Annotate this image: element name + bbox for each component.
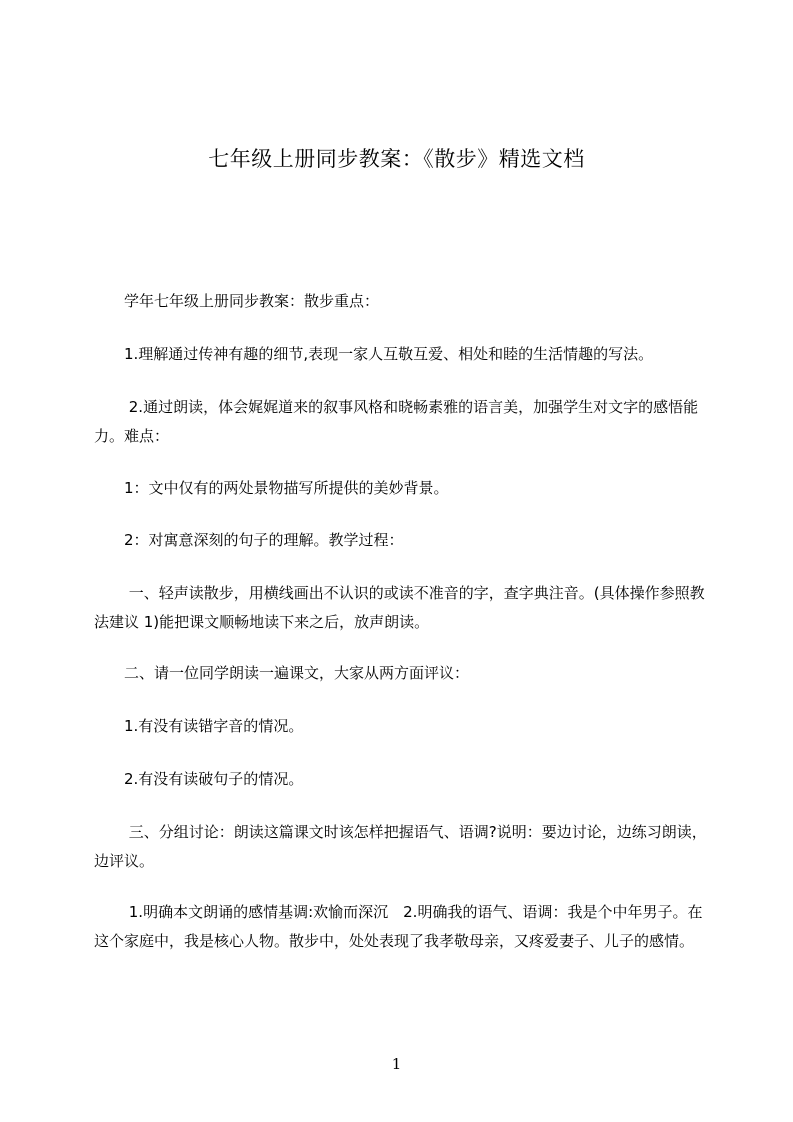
paragraph-8: 1.有没有读错字音的情况。	[94, 717, 304, 735]
paragraph-9: 2.有没有读破句子的情况。	[94, 770, 304, 788]
paragraph-3: 2.通过朗读，体会娓娓道来的叙事风格和晓畅素雅的语言美，加强学生对文字的感悟能力。难点：	[94, 398, 699, 445]
paragraph-1: 学年七年级上册同步教案：散步重点：	[94, 292, 380, 310]
paragraph-7: 二、请一位同学朗读一遍课文，大家从两方面评议：	[94, 664, 470, 682]
paragraph-4: 1：文中仅有的两处景物描写所提供的美妙背景。	[94, 479, 449, 497]
paragraph-2: 1.理解通过传神有趣的细节,表现一家人互敬互爱、相处和睦的生活情趣的写法。	[94, 345, 654, 363]
paragraph-10: 三、分组讨论：朗读这篇课文时该怎样把握语气、语调?说明：要边讨论，边练习朗读，边评议。	[94, 823, 707, 870]
paragraph-6: 一、轻声读散步，用横线画出不认识的或读不准音的字，查字典注音。(具体操作参照教法建议 1)能把课文顺畅地读下来之后，放声朗读。	[94, 584, 705, 631]
paragraph-5: 2：对寓意深刻的句子的理解。教学过程：	[94, 531, 404, 549]
document-title: 七年级上册同步教案：《散步》精选文档	[208, 147, 585, 171]
paragraph-11: 1.明确本文朗诵的感情基调:欢愉而深沉 2.明确我的语气、语调：我是个中年男子。在这个家庭中，我是核心人物。散步中，处处表现了我孝敬母亲，又疼爱妻子、儿子的感情。	[94, 903, 703, 950]
page-number: 1	[391, 1055, 402, 1073]
